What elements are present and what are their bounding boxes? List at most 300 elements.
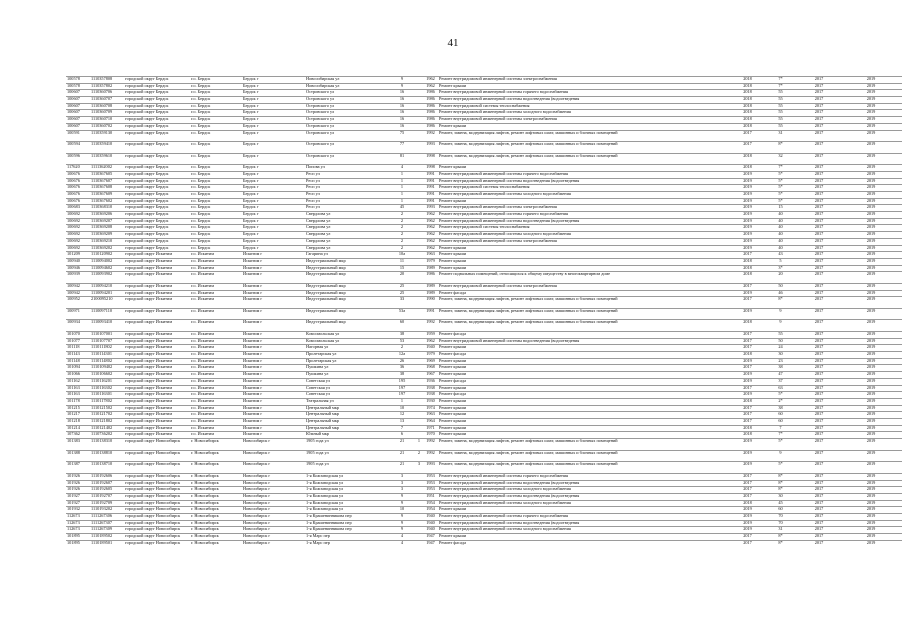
cell-period-start: 2017 xyxy=(798,513,840,520)
cell-house-number: 75 xyxy=(389,130,415,142)
cell-work-id: 1110097110 xyxy=(90,308,124,320)
cell-street: Южный мкр xyxy=(305,432,389,439)
cell-house-number: 2 xyxy=(389,245,415,252)
cell-priority: 8* xyxy=(763,534,798,541)
cell-work-type: Ремонт внутридомовой инженерной системы водоотведения (водоотведения xyxy=(438,178,732,185)
table-row xyxy=(66,83,902,90)
cell-street: Новосибирская ул xyxy=(305,77,389,84)
cell-priority: 9 xyxy=(763,308,798,320)
table-row xyxy=(66,142,902,154)
cell-work-id: 1110189501 xyxy=(90,540,124,546)
cell-locality: Новосибирск г xyxy=(242,540,305,546)
cell-work-type: Ремонт внутридомовой инженерной системы водоотведения (водоотведения xyxy=(438,218,732,225)
cell-work-type: Ремонт, замена, модернизация лифтов, ремонт лифтовых шахт, машинных и блочных помещений xyxy=(438,308,732,320)
cell-house-id: 101118 xyxy=(66,345,90,352)
cell-locality: Бердск г xyxy=(242,245,305,252)
cell-municipality: городской округ Искитим xyxy=(124,405,190,412)
cell-house-number: 4 xyxy=(389,540,415,546)
cell-priority: 38 xyxy=(763,405,798,412)
cell-locality: Новосибирск г xyxy=(242,487,305,494)
cell-municipality: городской округ Искитим xyxy=(124,358,190,365)
cell-locality: Новосибирск г xyxy=(242,480,305,487)
cell-building xyxy=(415,385,423,392)
cell-municipality: городской округ Бердск xyxy=(124,90,190,97)
cell-settlement-type: г. Новосибирск xyxy=(190,534,242,541)
table-row xyxy=(66,117,902,124)
cell-work-type: Ремонт внутридомовой инженерной системы горячего водоснабжения xyxy=(438,212,732,219)
cell-building xyxy=(415,77,423,84)
cell-work-type: Ремонт крыши xyxy=(438,258,732,265)
table-row xyxy=(66,225,902,232)
cell-plan-year: 2019 xyxy=(732,527,763,534)
cell-street: 1-я Крашенинникова пер xyxy=(305,520,389,527)
cell-work-id: 1111267307 xyxy=(90,520,124,527)
cell-plan-year: 2018 xyxy=(732,153,763,165)
cell-work-type: Ремонт внутридомовой инженерной системы холодного водоснабжения xyxy=(438,500,732,507)
cell-year: 1991 xyxy=(423,178,438,185)
table-row xyxy=(66,308,902,320)
cell-period-end: 2019 xyxy=(840,507,902,514)
cell-year: 1998 xyxy=(423,153,438,165)
cell-street: Центральный мкр xyxy=(305,418,389,425)
cell-settlement-type: г.о. Искитим xyxy=(190,345,242,352)
table-row xyxy=(66,507,902,514)
cell-locality: Бердск г xyxy=(242,185,305,192)
cell-house-number: 9 xyxy=(389,77,415,84)
table-row xyxy=(66,290,902,297)
cell-settlement-type: г.о. Искитим xyxy=(190,425,242,432)
cell-year: 1964 xyxy=(423,418,438,425)
cell-period-end: 2019 xyxy=(840,480,902,487)
cell-building xyxy=(415,171,423,178)
cell-plan-year: 2018 xyxy=(732,500,763,507)
cell-settlement-type: г.о. Искитим xyxy=(190,272,242,284)
cell-priority: 8* xyxy=(763,540,798,546)
cell-period-end: 2019 xyxy=(840,90,902,97)
cell-work-id: 1110093902 xyxy=(90,272,124,284)
cell-period-start: 2017 xyxy=(798,103,840,110)
table-row xyxy=(66,297,902,309)
cell-building xyxy=(415,392,423,399)
cell-work-type: Ремонт внутридомовой инженерной системы холодного водоснабжения xyxy=(438,232,732,239)
cell-house-id: 100692 xyxy=(66,225,90,232)
cell-building: 1 xyxy=(415,439,423,451)
cell-period-start: 2017 xyxy=(798,97,840,104)
cell-street: Респ ул xyxy=(305,178,389,185)
cell-municipality: городской округ Искитим xyxy=(124,332,190,339)
cell-street: 1-я Кожзаводская ул xyxy=(305,480,389,487)
cell-year: 1954 xyxy=(423,507,438,514)
cell-municipality: городской округ Бердск xyxy=(124,205,190,212)
cell-building xyxy=(415,192,423,199)
cell-municipality: городской округ Искитим xyxy=(124,290,190,297)
cell-house-number: 12 xyxy=(389,412,415,419)
cell-house-id: 112673 xyxy=(66,520,90,527)
cell-house-id: 101387 xyxy=(66,462,90,474)
cell-priority: 7* xyxy=(763,165,798,172)
cell-work-id: 1110116301 xyxy=(90,392,124,399)
cell-house-id: 100683 xyxy=(66,205,90,212)
cell-work-type: Ремонт внутридомовой инженерной системы холодного водоснабжения xyxy=(438,487,732,494)
cell-priority: 15 xyxy=(763,205,798,212)
cell-period-end: 2019 xyxy=(840,418,902,425)
cell-work-id: 1110369209 xyxy=(90,232,124,239)
cell-priority: 50 xyxy=(763,283,798,290)
cell-house-id: 100692 xyxy=(66,238,90,245)
table-row xyxy=(66,418,902,425)
cell-year: 1990 xyxy=(423,297,438,309)
cell-priority: 45 xyxy=(763,500,798,507)
cell-house-id: 100940 xyxy=(66,258,90,265)
cell-municipality: городской округ Новосибирск xyxy=(124,450,190,462)
cell-plan-year: 2019 xyxy=(732,178,763,185)
cell-period-start: 2017 xyxy=(798,527,840,534)
cell-building xyxy=(415,178,423,185)
cell-settlement-type: г.о. Бердск xyxy=(190,225,242,232)
cell-period-start: 2017 xyxy=(798,432,840,439)
cell-house-id: 101218 xyxy=(66,418,90,425)
cell-municipality: городской округ Новосибирск xyxy=(124,527,190,534)
cell-locality: Искитим г xyxy=(242,418,305,425)
cell-plan-year: 2019 xyxy=(732,225,763,232)
cell-street: Индустриальный мкр xyxy=(305,308,389,320)
cell-house-number: 4 xyxy=(389,534,415,541)
cell-plan-year: 2018 xyxy=(732,425,763,432)
cell-priority: 5* xyxy=(763,462,798,474)
cell-street: Советская ул xyxy=(305,385,389,392)
cell-municipality: городской округ Новосибирск xyxy=(124,480,190,487)
cell-work-type: Ремонт внутридомовой инженерной системы водоотведения (водоотведения xyxy=(438,493,732,500)
cell-period-start: 2017 xyxy=(798,534,840,541)
cell-municipality: городской округ Новосибирск xyxy=(124,534,190,541)
cell-building xyxy=(415,418,423,425)
cell-house-id: 101209 xyxy=(66,252,90,259)
cell-plan-year: 2017 xyxy=(732,493,763,500)
cell-plan-year: 2019 xyxy=(732,245,763,252)
cell-locality: Бердск г xyxy=(242,110,305,117)
cell-year: 1992 xyxy=(423,320,438,332)
cell-building xyxy=(415,372,423,379)
cell-plan-year: 2019 xyxy=(732,185,763,192)
cell-period-start: 2017 xyxy=(798,493,840,500)
cell-locality: Бердск г xyxy=(242,212,305,219)
cell-priority: 24 xyxy=(763,345,798,352)
cell-settlement-type: г.о. Искитим xyxy=(190,358,242,365)
cell-settlement-type: г. Новосибирск xyxy=(190,480,242,487)
cell-period-start: 2017 xyxy=(798,480,840,487)
cell-settlement-type: г.о. Искитим xyxy=(190,392,242,399)
cell-building xyxy=(415,352,423,359)
cell-period-end: 2019 xyxy=(840,392,902,399)
cell-work-type: Ремонт, замена, модернизация лифтов, ремонт лифтовых шахт, машинных и блочных помещений xyxy=(438,297,732,309)
cell-period-end: 2019 xyxy=(840,205,902,212)
cell-house-number: 3 xyxy=(389,487,415,494)
cell-locality: Искитим г xyxy=(242,252,305,259)
cell-house-number: 6 xyxy=(389,432,415,439)
cell-work-type: Ремонт фасада xyxy=(438,378,732,385)
cell-priority: 40 xyxy=(763,225,798,232)
cell-building xyxy=(415,513,423,520)
cell-house-number: 197 xyxy=(389,392,415,399)
cell-building xyxy=(415,258,423,265)
cell-year: 1989 xyxy=(423,283,438,290)
cell-street: Островского ул xyxy=(305,117,389,124)
cell-settlement-type: г. Новосибирск xyxy=(190,520,242,527)
cell-priority: 55 xyxy=(763,332,798,339)
cell-period-end: 2019 xyxy=(840,432,902,439)
cell-period-end: 2019 xyxy=(840,265,902,272)
table-row xyxy=(66,205,902,212)
cell-period-start: 2017 xyxy=(798,185,840,192)
cell-house-id: 100942 xyxy=(66,290,90,297)
cell-year: 1986 xyxy=(423,110,438,117)
cell-period-end: 2019 xyxy=(840,320,902,332)
cell-building xyxy=(415,425,423,432)
cell-municipality: городской округ Новосибирск xyxy=(124,493,190,500)
cell-year: 1951 xyxy=(423,493,438,500)
cell-street: Островского ул xyxy=(305,153,389,165)
cell-municipality: городской округ Бердск xyxy=(124,238,190,245)
cell-building xyxy=(415,520,423,527)
cell-building xyxy=(415,308,423,320)
cell-house-id: 101927 xyxy=(66,493,90,500)
cell-building xyxy=(415,225,423,232)
cell-house-id: 100607 xyxy=(66,90,90,97)
cell-year: 1986 xyxy=(423,123,438,130)
cell-work-id: 1110367605 xyxy=(90,171,124,178)
cell-street: Респ ул xyxy=(305,185,389,192)
cell-priority: 7* xyxy=(763,77,798,84)
cell-work-type: Ремонт внутридомовой инженерной системы водоотведения (водоотведения xyxy=(438,520,732,527)
cell-street: Пушкина ул xyxy=(305,372,389,379)
cell-plan-year: 2017 xyxy=(732,540,763,546)
cell-year: 1991 xyxy=(423,308,438,320)
cell-work-type: Ремонт крыши xyxy=(438,412,732,419)
cell-building xyxy=(415,297,423,309)
cell-street: 1-я Марс пер xyxy=(305,540,389,546)
cell-period-end: 2019 xyxy=(840,398,902,405)
table-row xyxy=(66,245,902,252)
cell-plan-year: 2019 xyxy=(732,507,763,514)
cell-plan-year: 2017 xyxy=(732,345,763,352)
cell-plan-year: 2018 xyxy=(732,110,763,117)
cell-house-id: 100676 xyxy=(66,192,90,199)
cell-municipality: городской округ Бердск xyxy=(124,245,190,252)
table-row xyxy=(66,398,902,405)
cell-year: 1991 xyxy=(423,185,438,192)
cell-work-id: 1110094201 xyxy=(90,290,124,297)
cell-work-id: 1110109402 xyxy=(90,365,124,372)
cell-settlement-type: г.о. Искитим xyxy=(190,432,242,439)
cell-work-id: 1110360702 xyxy=(90,123,124,130)
cell-settlement-type: г. Новосибирск xyxy=(190,540,242,546)
cell-priority: 70 xyxy=(763,513,798,520)
cell-year: 1991 xyxy=(423,192,438,199)
cell-municipality: городской округ Бердск xyxy=(124,218,190,225)
cell-building: 2 xyxy=(415,450,423,462)
cell-work-id: 1110369210 xyxy=(90,238,124,245)
cell-work-id: 1110367608 xyxy=(90,185,124,192)
cell-settlement-type: г.о. Бердск xyxy=(190,212,242,219)
cell-period-end: 2019 xyxy=(840,500,902,507)
cell-work-id: 1110111802 xyxy=(90,345,124,352)
cell-period-end: 2019 xyxy=(840,338,902,345)
cell-settlement-type: г. Новосибирск xyxy=(190,450,242,462)
cell-period-end: 2019 xyxy=(840,185,902,192)
cell-year: 1959 xyxy=(423,332,438,339)
cell-priority: 30 xyxy=(763,352,798,359)
cell-period-end: 2019 xyxy=(840,372,902,379)
cell-house-number: 21 xyxy=(389,462,415,474)
cell-work-id: 1110093410 xyxy=(90,320,124,332)
cell-building xyxy=(415,332,423,339)
cell-work-id: 1110138810 xyxy=(90,450,124,462)
cell-street: Островского ул xyxy=(305,110,389,117)
cell-settlement-type: г.о. Бердск xyxy=(190,97,242,104)
cell-house-id: 100578 xyxy=(66,83,90,90)
cell-street: Попова ул xyxy=(305,165,389,172)
cell-work-id: 1110369202 xyxy=(90,245,124,252)
table-row xyxy=(66,385,902,392)
cell-house-number: 36 xyxy=(389,365,415,372)
cell-house-number: 10 xyxy=(389,405,415,412)
cell-locality: Новосибирск г xyxy=(242,500,305,507)
table-row xyxy=(66,432,902,439)
cell-plan-year: 2018 xyxy=(732,398,763,405)
cell-street: Нагорная ул xyxy=(305,345,389,352)
cell-priority: 60 xyxy=(763,418,798,425)
cell-period-start: 2017 xyxy=(798,205,840,212)
cell-period-start: 2017 xyxy=(798,372,840,379)
cell-municipality: городской округ Искитим xyxy=(124,432,190,439)
cell-municipality: городской округ Искитим xyxy=(124,338,190,345)
table-row xyxy=(66,320,902,332)
cell-street: Свердлова ул xyxy=(305,238,389,245)
cell-year: 1940 xyxy=(423,345,438,352)
cell-house-number: 20 xyxy=(389,272,415,284)
cell-locality: Искитим г xyxy=(242,412,305,419)
cell-priority: 7* xyxy=(763,432,798,439)
cell-street: 1-я Кожзаводская ул xyxy=(305,500,389,507)
cell-building xyxy=(415,365,423,372)
cell-work-type: Ремонт внутридомовой инженерной системы горячего водоснабжения xyxy=(438,171,732,178)
cell-period-start: 2017 xyxy=(798,507,840,514)
cell-house-number: 38 xyxy=(389,332,415,339)
cell-house-id: 100692 xyxy=(66,212,90,219)
cell-period-start: 2017 xyxy=(798,83,840,90)
cell-priority: 50 xyxy=(763,338,798,345)
cell-street: Респ ул xyxy=(305,171,389,178)
cell-priority: 9 xyxy=(763,450,798,462)
cell-locality: Бердск г xyxy=(242,130,305,142)
cell-locality: Искитим г xyxy=(242,332,305,339)
cell-building xyxy=(415,103,423,110)
cell-period-end: 2019 xyxy=(840,110,902,117)
cell-locality: Бердск г xyxy=(242,238,305,245)
cell-plan-year: 2017 xyxy=(732,473,763,480)
cell-period-start: 2017 xyxy=(798,192,840,199)
cell-municipality: городской округ Бердск xyxy=(124,97,190,104)
table-row xyxy=(66,103,902,110)
cell-period-start: 2017 xyxy=(798,439,840,451)
cell-locality: Искитим г xyxy=(242,365,305,372)
cell-plan-year: 2019 xyxy=(732,450,763,462)
cell-house-id: 100946 xyxy=(66,265,90,272)
cell-street: Островского ул xyxy=(305,97,389,104)
cell-period-end: 2019 xyxy=(840,171,902,178)
cell-building xyxy=(415,142,423,154)
cell-work-id: 1110192605 xyxy=(90,487,124,494)
cell-house-number: 16 xyxy=(389,110,415,117)
cell-house-number: 16 xyxy=(389,103,415,110)
cell-priority: 5* xyxy=(763,439,798,451)
cell-work-id: 1110121802 xyxy=(90,418,124,425)
cell-work-type: Ремонт внутридомовой инженерной системы водоотведения (водоотведения xyxy=(438,480,732,487)
cell-settlement-type: г.о. Бердск xyxy=(190,110,242,117)
cell-work-type: Ремонт внутридомовой системы теплоснабжения xyxy=(438,225,732,232)
cell-priority: 40 xyxy=(763,232,798,239)
table-row xyxy=(66,540,902,546)
cell-house-number: 9 xyxy=(389,513,415,520)
cell-plan-year: 2017 xyxy=(732,534,763,541)
cell-period-start: 2017 xyxy=(798,392,840,399)
cell-municipality: городской округ Искитим xyxy=(124,352,190,359)
cell-street: 1-я Крашенинникова пер xyxy=(305,527,389,534)
cell-plan-year: 2019 xyxy=(732,378,763,385)
cell-period-start: 2017 xyxy=(798,540,840,546)
table-row xyxy=(66,252,902,259)
cell-house-id: 100952 xyxy=(66,297,90,309)
cell-year: 1938 xyxy=(423,392,438,399)
cell-settlement-type: г.о. Бердск xyxy=(190,153,242,165)
cell-period-start: 2017 xyxy=(798,297,840,309)
table-row xyxy=(66,338,902,345)
cell-house-id: 100692 xyxy=(66,232,90,239)
cell-house-id: 101215 xyxy=(66,405,90,412)
cell-priority: 2* xyxy=(763,398,798,405)
cell-year: 1979 xyxy=(423,258,438,265)
table-row xyxy=(66,123,902,130)
cell-house-number: 16 xyxy=(389,90,415,97)
cell-settlement-type: г. Новосибирск xyxy=(190,493,242,500)
cell-municipality: городской округ Искитим xyxy=(124,365,190,372)
cell-municipality: городской округ Новосибирск xyxy=(124,520,190,527)
cell-settlement-type: г.о. Бердск xyxy=(190,245,242,252)
cell-locality: Новосибирск г xyxy=(242,493,305,500)
cell-building xyxy=(415,130,423,142)
cell-building xyxy=(415,153,423,165)
cell-plan-year: 2017 xyxy=(732,412,763,419)
cell-priority: 23 xyxy=(763,358,798,365)
cell-street: Индустриальный мкр xyxy=(305,290,389,297)
cell-period-end: 2019 xyxy=(840,225,902,232)
cell-locality: Искитим г xyxy=(242,345,305,352)
cell-work-type: Ремонт крыши xyxy=(438,345,732,352)
cell-settlement-type: г.о. Бердск xyxy=(190,238,242,245)
cell-priority: 40 xyxy=(763,238,798,245)
cell-locality: Бердск г xyxy=(242,165,305,172)
cell-municipality: городской округ Искитим xyxy=(124,412,190,419)
cell-plan-year: 2019 xyxy=(732,392,763,399)
cell-period-end: 2019 xyxy=(840,283,902,290)
cell-period-end: 2019 xyxy=(840,232,902,239)
cell-year: 1968 xyxy=(423,365,438,372)
cell-house-id: 101926 xyxy=(66,487,90,494)
cell-building xyxy=(415,185,423,192)
cell-work-id: 1110114301 xyxy=(90,352,124,359)
cell-locality: Искитим г xyxy=(242,272,305,284)
cell-building xyxy=(415,345,423,352)
